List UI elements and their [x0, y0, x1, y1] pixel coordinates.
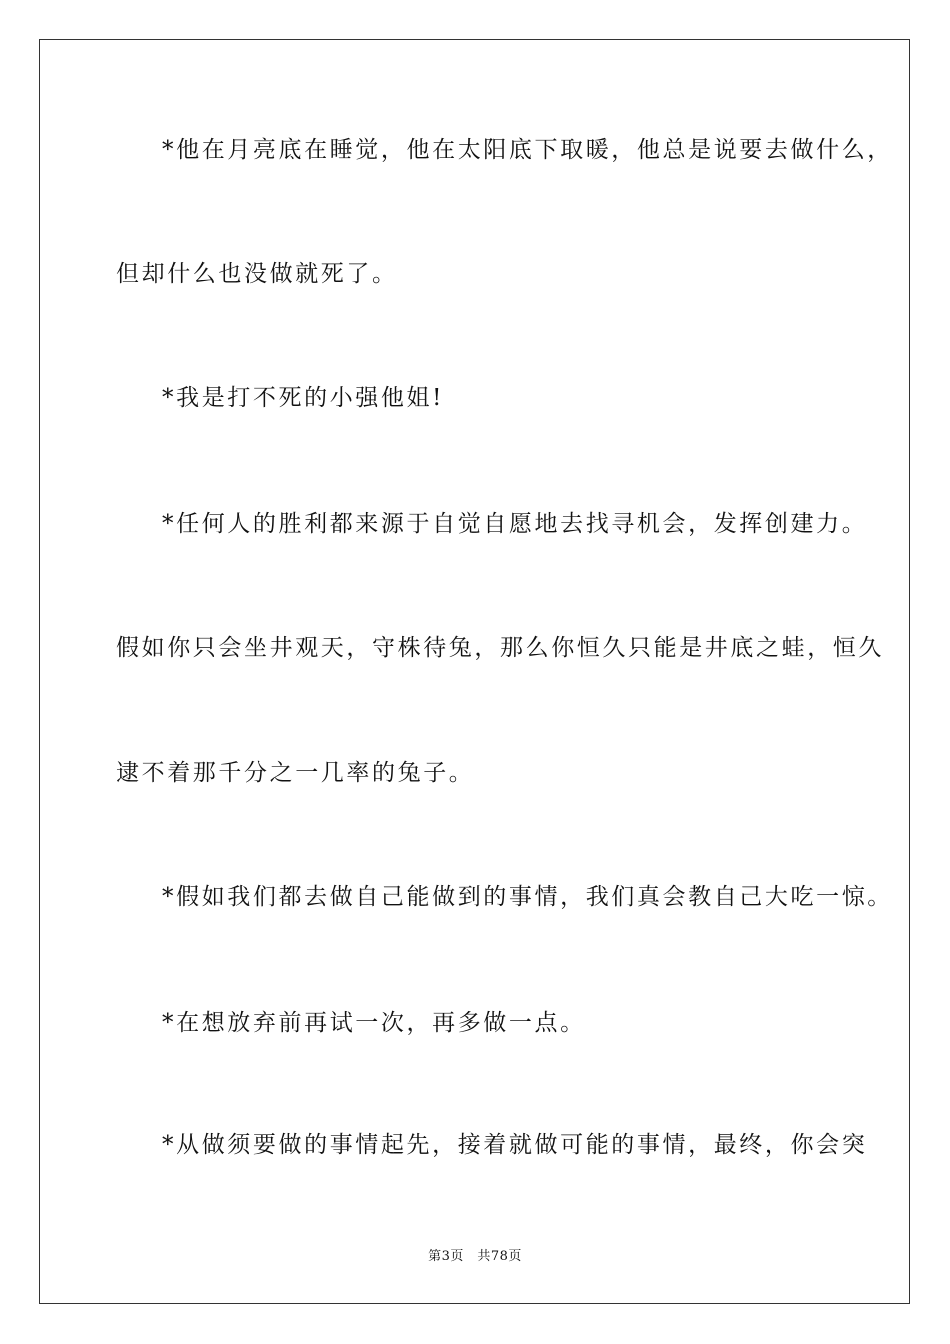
text-line-4: *任何人的胜利都来源于自觉自愿地去找寻机会，发挥创建力。 [162, 511, 868, 537]
text-line-8: *在想放弃前再试一次，再多做一点。 [162, 1010, 586, 1036]
text-line-1: *他在月亮底在睡觉，他在太阳底下取暖，他总是说要去做什么， [162, 137, 893, 163]
text-line-6: 逮不着那千分之一几率的兔子。 [116, 760, 475, 786]
page-frame [39, 39, 910, 1304]
text-line-3: *我是打不死的小强他姐! [162, 385, 444, 411]
page-number-footer: 第3页 共78页 [428, 1249, 522, 1264]
text-line-7: *假如我们都去做自己能做到的事情，我们真会教自己大吃一惊。 [162, 884, 893, 910]
text-line-5: 假如你只会坐井观天，守株待兔，那么你恒久只能是井底之蛙，恒久 [116, 635, 884, 661]
text-line-2: 但却什么也没做就死了。 [116, 261, 398, 287]
text-line-9: *从做须要做的事情起先，接着就做可能的事情，最终，你会突 [162, 1132, 868, 1158]
